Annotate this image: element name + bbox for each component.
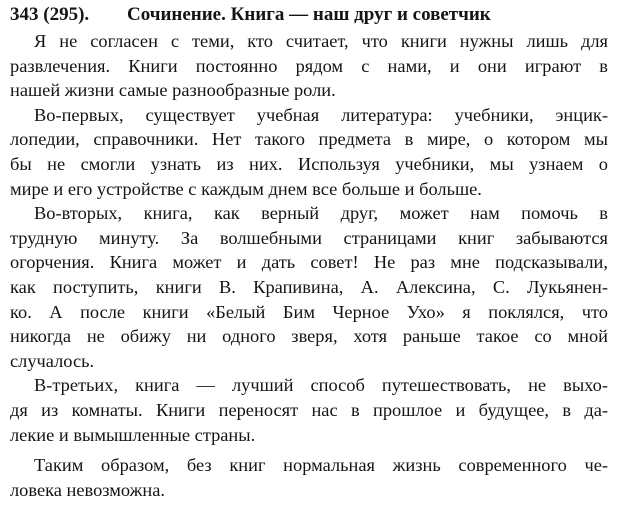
text-line: бы не смогли узнать из них. Используя учебники, мы узнаем о xyxy=(10,153,608,174)
paragraph-4 xyxy=(10,373,608,447)
exercise-number: 343 (295). xyxy=(10,4,90,25)
exercise-heading xyxy=(10,4,608,26)
paragraph-3 xyxy=(10,201,608,373)
paragraph-1 xyxy=(10,29,608,103)
text-line: В-третьих, книга — лучший способ путешествовать, не выхо- xyxy=(34,375,608,396)
text-line: лопедии, справочники. Нет такого предмета в мире, о котором мы xyxy=(10,129,608,150)
text-line: огорчения. Книга может и дать совет! Не раз мне подсказывали, xyxy=(10,252,608,273)
text-line: Во-вторых, книга, как верный друг, может нам помочь в xyxy=(34,203,608,224)
text-line: Я не согласен с теми, кто считает, что книги нужны лишь для xyxy=(34,31,608,51)
text-line: развлечения. Книги постоянно рядом с нами, и они играют в xyxy=(10,55,608,76)
text-line: никогда не обижу ни одного зверя, хотя раньше такое со мной xyxy=(10,326,608,347)
text-line: ловека невозможна. xyxy=(10,479,165,500)
essay-title: Сочинение. Книга — наш друг и советчик xyxy=(127,4,491,25)
text-line: нашей жизни самые разнообразные роли. xyxy=(10,80,336,101)
text-line: случалось. xyxy=(10,350,95,371)
text-line: как поступить, книги В. Крапивина, А. Алексина, С. Лукьянен- xyxy=(10,276,608,297)
text-line: трудную минуту. За волшебными страницами книг забываются xyxy=(10,227,608,248)
text-line: ко. А после книги «Белый Бим Черное Ухо» я поклялся, что xyxy=(10,301,608,322)
paragraph-2 xyxy=(10,103,608,201)
text-line: лекие и вымышленные страны. xyxy=(10,424,256,445)
text-line: Таким образом, без книг нормальная жизнь современного че- xyxy=(34,455,608,476)
text-line: мире и его устройстве с каждым днем все больше и больше. xyxy=(10,178,482,199)
text-line: Во-первых, существует учебная литература: учебники, энцик- xyxy=(34,104,608,125)
text-line: дя из комнаты. Книги переносят нас в прошлое и будущее, в да- xyxy=(10,399,608,420)
paragraph-5 xyxy=(10,453,608,502)
